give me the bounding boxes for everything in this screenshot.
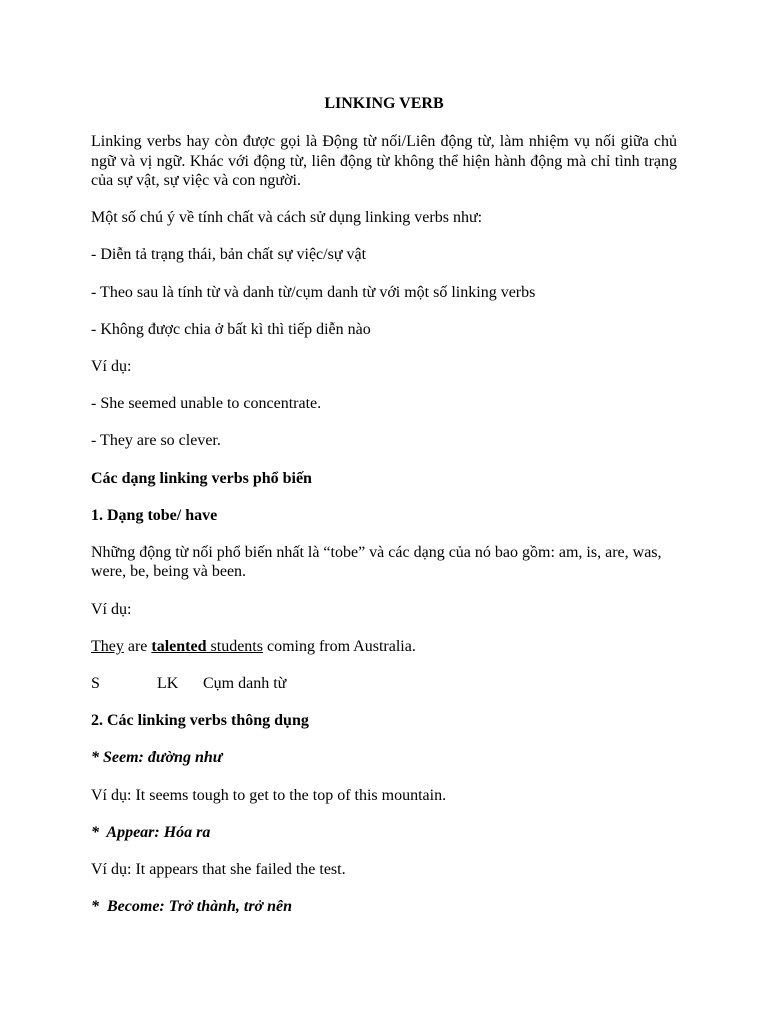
document-title: LINKING VERB <box>324 95 444 112</box>
legend-noun-phrase: Cụm danh từ <box>203 674 287 692</box>
subsection-heading-tobe: 1. Dạng tobe/ have <box>91 506 218 524</box>
sentence-rest: coming from Australia. <box>262 637 416 655</box>
note-item: - Theo sau là tính từ và danh từ/cụm danh từ với một số linking verbs <box>91 283 536 301</box>
notes-lead: Một số chú ý về tính chất và cách sử dụng linking verbs như: <box>91 209 483 227</box>
document-page <box>91 92 677 934</box>
example-label: Ví dụ: <box>91 600 132 618</box>
example-sentence <box>91 637 677 657</box>
example-item: - She seemed unable to concentrate. <box>91 395 322 413</box>
term-appear: * Appear: Hóa ra <box>91 823 211 841</box>
legend-subject: S <box>91 674 100 692</box>
sentence-legend <box>91 674 677 694</box>
term-seem: * Seem: đường như <box>91 749 223 767</box>
sentence-subject: They <box>91 637 124 655</box>
note-item: - Diễn tả trạng thái, bản chất sự việc/sự vật <box>91 246 367 264</box>
sentence-noun: students <box>206 637 263 655</box>
term-example: Ví dụ: It appears that she failed the test. <box>91 860 346 878</box>
sentence-adjective: talented <box>151 637 207 655</box>
legend-linking-verb: LK <box>157 674 179 692</box>
section-heading: Các dạng linking verbs phổ biến <box>91 469 312 487</box>
tobe-paragraph: Những động từ nối phổ biến nhất là “tobe” và các dạng của nó bao gồm: am, is, are, was, were, be, being và been. <box>91 543 662 581</box>
intro-paragraph: Linking verbs hay còn được gọi là Động từ nối/Liên động từ, làm nhiệm vụ nối giữa chủ ngữ và vị ngữ. Khác với động từ, liên động từ không thể hiện hành động mà chỉ tình trạng của sự vật, sự việc và con người. <box>91 133 677 189</box>
subsection-heading-common: 2. Các linking verbs thông dụng <box>91 712 309 730</box>
sentence-verb: are <box>123 637 152 655</box>
example-label: Ví dụ: <box>91 357 132 375</box>
note-item: - Không được chia ở bất kì thì tiếp diễn nào <box>91 320 371 338</box>
term-example: Ví dụ: It seems tough to get to the top of this mountain. <box>91 786 447 804</box>
term-become: * Become: Trở thành, trở nên <box>91 898 293 916</box>
example-item: - They are so clever. <box>91 432 221 450</box>
